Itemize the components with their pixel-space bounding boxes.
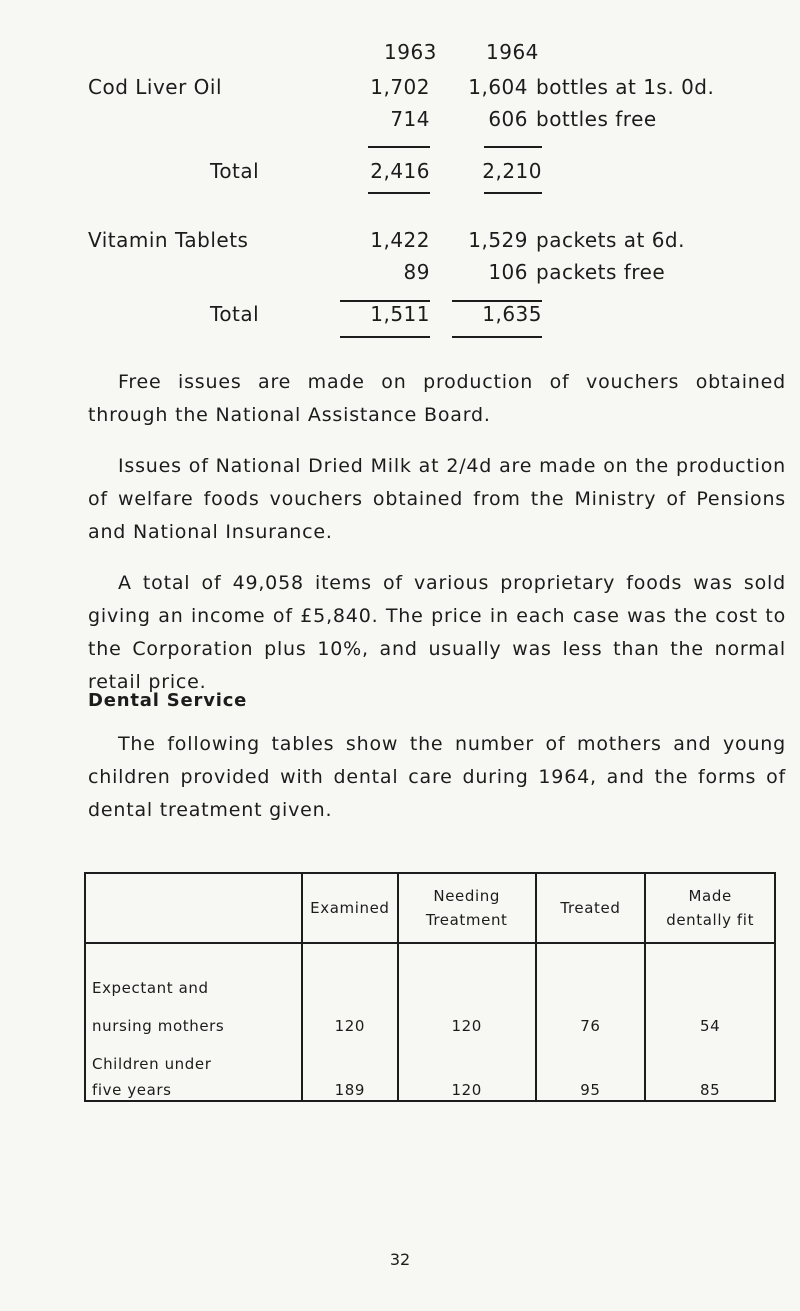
cod-liver-oil-1964-row1: 1,604 (468, 75, 528, 99)
vitamin-tablets-label: Vitamin Tablets (88, 228, 249, 252)
paragraph-national-dried-milk: Issues of National Dried Milk at 2/4d are made on the production of welfare foods vouchers obtained from the Ministry of Pensions and National Insurance. (88, 455, 786, 543)
cod-liver-oil-label: Cod Liver Oil (88, 75, 223, 99)
vitamin-tablets-note-row2: packets free (536, 260, 666, 284)
cod-liver-oil-total-1963: 2,416 (370, 159, 430, 183)
cod-liver-oil-total-1964: 2,210 (482, 159, 542, 183)
treated-mothers-value: 76 (580, 1017, 601, 1035)
page-number: 32 (389, 1250, 411, 1269)
header-needing-line1: Needing (433, 887, 500, 905)
header-blank-cell (85, 873, 302, 943)
cod-liver-oil-1963-row1: 1,702 (370, 75, 430, 99)
year-header-1963: 1963 (384, 40, 437, 64)
header-made-dentally-fit (645, 873, 775, 943)
needing-mothers-value: 120 (451, 1017, 482, 1035)
header-examined-label: Examined (310, 899, 390, 917)
vitamin-tablets-1964-row1: 1,529 (468, 228, 528, 252)
made-fit-values-cell (645, 943, 775, 1101)
header-treated (536, 873, 646, 943)
examined-values-cell (302, 943, 398, 1101)
dental-service-heading: Dental Service (88, 690, 248, 711)
cod-liver-oil-total-label: Total (210, 159, 260, 183)
treated-children-value: 95 (580, 1081, 601, 1099)
paragraph-dental-intro: The following tables show the number of mothers and young children provided with dental care during 1964, and the forms of dental treatment given. (88, 733, 786, 821)
header-examined (302, 873, 398, 943)
vitamin-tablets-1963-row2: 89 (403, 260, 430, 284)
cod-liver-oil-1964-row2: 606 (488, 107, 528, 131)
row-children-label-line2: five years (92, 1081, 172, 1099)
total-rule-bottom (368, 192, 430, 194)
cod-liver-oil-1963-row2: 714 (390, 107, 430, 131)
total-rule-top (484, 146, 542, 148)
made-fit-mothers-value: 54 (700, 1017, 721, 1035)
paragraph-free-issues: Free issues are made on production of vouchers obtained through the National Assistance Board. (88, 371, 786, 426)
row-expectant-label-line2: nursing mothers (92, 1017, 225, 1035)
row-children-label-line1: Children under (92, 1055, 212, 1073)
total-rule-bottom (452, 336, 542, 338)
needing-children-value: 120 (451, 1081, 482, 1099)
made-fit-children-value: 85 (700, 1081, 721, 1099)
vitamin-tablets-total-1963: 1,511 (370, 302, 430, 326)
row-labels-cell (85, 943, 302, 1101)
total-rule-top (368, 146, 430, 148)
cod-liver-oil-note-row1: bottles at 1s. 0d. (536, 75, 715, 99)
header-made-line2: dentally fit (666, 911, 755, 929)
header-needing-line2: Treatment (425, 911, 508, 929)
vitamin-tablets-1963-row1: 1,422 (370, 228, 430, 252)
vitamin-tablets-total-1964: 1,635 (482, 302, 542, 326)
cod-liver-oil-note-row2: bottles free (536, 107, 657, 131)
header-made-line1: Made (688, 887, 732, 905)
paragraph-proprietary-foods: A total of 49,058 items of various proprietary foods was sold giving an income of £5,840. The price in each case was the cost to the Corporation plus 10%, and usually was less than the normal retail price. (88, 572, 786, 693)
header-treated-label: Treated (560, 899, 621, 917)
treated-values-cell (536, 943, 646, 1101)
dental-table (84, 872, 776, 1102)
row-expectant-label-line1: Expectant and (92, 979, 209, 997)
vitamin-tablets-note-row1: packets at 6d. (536, 228, 685, 252)
examined-children-value: 189 (334, 1081, 366, 1099)
needing-values-cell (398, 943, 536, 1101)
vitamin-tablets-1964-row2: 106 (488, 260, 528, 284)
year-header-1964: 1964 (486, 40, 539, 64)
dental-table-header-row (85, 873, 775, 943)
dental-table-body-row (85, 943, 775, 1101)
examined-mothers-value: 120 (334, 1017, 366, 1035)
total-rule-bottom (484, 192, 542, 194)
total-rule-bottom (340, 336, 430, 338)
header-needing-treatment (398, 873, 536, 943)
vitamin-tablets-total-label: Total (210, 302, 260, 326)
